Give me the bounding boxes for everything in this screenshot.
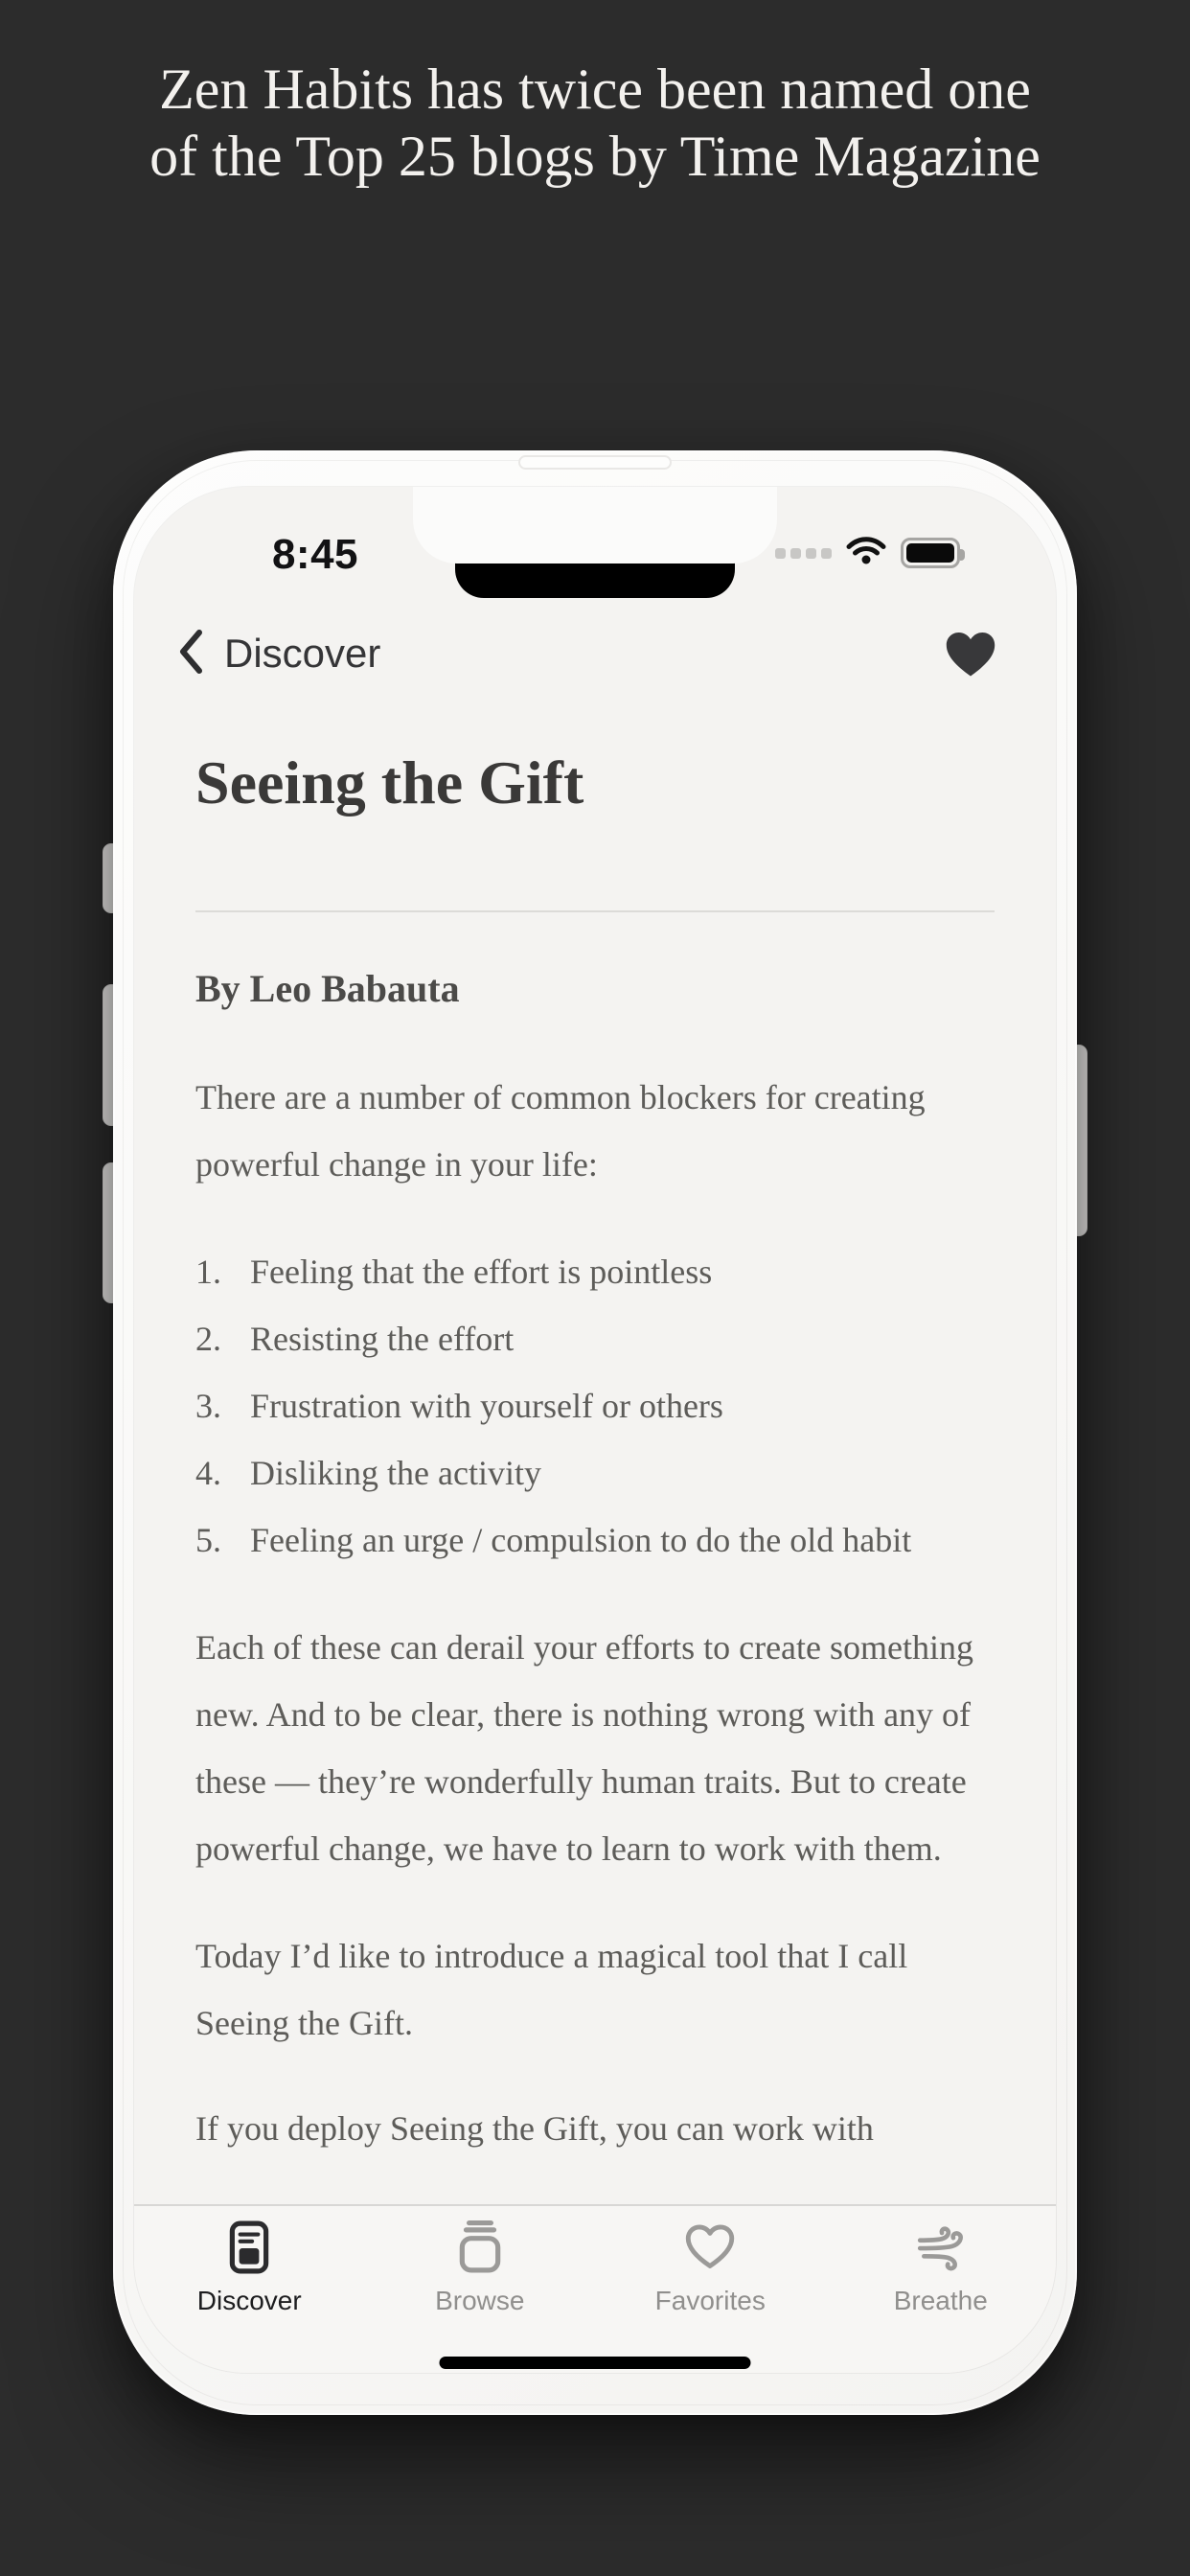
cellular-signal-icon — [775, 548, 832, 559]
wind-icon — [914, 2220, 968, 2274]
tab-browse[interactable] — [365, 2206, 596, 2373]
favorite-button[interactable] — [945, 631, 996, 678]
tab-label: Breathe — [893, 2286, 988, 2315]
stack-icon — [458, 2220, 502, 2274]
tab-label: Favorites — [654, 2286, 766, 2315]
tab-favorites[interactable] — [595, 2206, 826, 2373]
nav-bar — [134, 627, 1056, 684]
battery-icon — [901, 538, 960, 568]
tab-label: Discover — [196, 2286, 302, 2315]
headline — [0, 56, 1190, 190]
wifi-icon — [846, 536, 886, 570]
tab-discover[interactable] — [134, 2206, 365, 2373]
divider — [195, 910, 995, 912]
blockers-list — [195, 1238, 995, 1574]
home-indicator[interactable] — [440, 2357, 751, 2369]
headline-line-1: Zen Habits has twice been named one — [159, 58, 1031, 121]
heart-filled-icon — [945, 666, 996, 682]
status-icons — [775, 537, 960, 569]
article-reader-icon — [229, 2220, 269, 2274]
list-item: 3. Frustration with yourself or others — [195, 1387, 723, 1425]
notch-housing — [413, 487, 777, 564]
tab-label: Browse — [435, 2286, 525, 2315]
list-item: 4. Disliking the activity — [195, 1454, 541, 1492]
heart-outline-icon — [685, 2220, 735, 2274]
headline-line-2: of the Top 25 blogs by Time Magazine — [149, 125, 1041, 188]
list-item: 2. Resisting the effort — [195, 1320, 515, 1358]
article-paragraph: Today I’d like to introduce a magical tool that I call Seeing the Gift. — [195, 1937, 908, 2042]
app-screen — [134, 487, 1056, 2373]
article-title: Seeing the Gift — [195, 748, 584, 816]
chevron-left-icon — [176, 628, 205, 680]
status-time: 8:45 — [271, 531, 359, 578]
article-paragraph: Each of these can derail your efforts to create something new. And to be clear, there is nothing wrong with any of these — they’re wonderfully human traits. But to create powerful change, we have to learn to work with them. — [195, 1628, 974, 1868]
list-item: 5. Feeling an urge / compulsion to do the old habit — [195, 1521, 912, 1559]
list-item: 1. Feeling that the effort is pointless — [195, 1253, 713, 1291]
phone-mockup — [113, 450, 1077, 2415]
article-paragraph-clipped: If you deploy Seeing the Gift, you can work with — [195, 2109, 874, 2148]
article-byline: By Leo Babauta — [195, 967, 460, 1010]
speaker-grille — [518, 455, 672, 470]
tab-bar — [134, 2204, 1056, 2373]
article — [195, 748, 995, 2162]
back-button[interactable] — [176, 627, 380, 680]
nav-title: Discover — [224, 631, 381, 676]
tab-breathe[interactable] — [826, 2206, 1057, 2373]
article-intro: There are a number of common blockers for creating powerful change in your life: — [195, 1078, 926, 1184]
